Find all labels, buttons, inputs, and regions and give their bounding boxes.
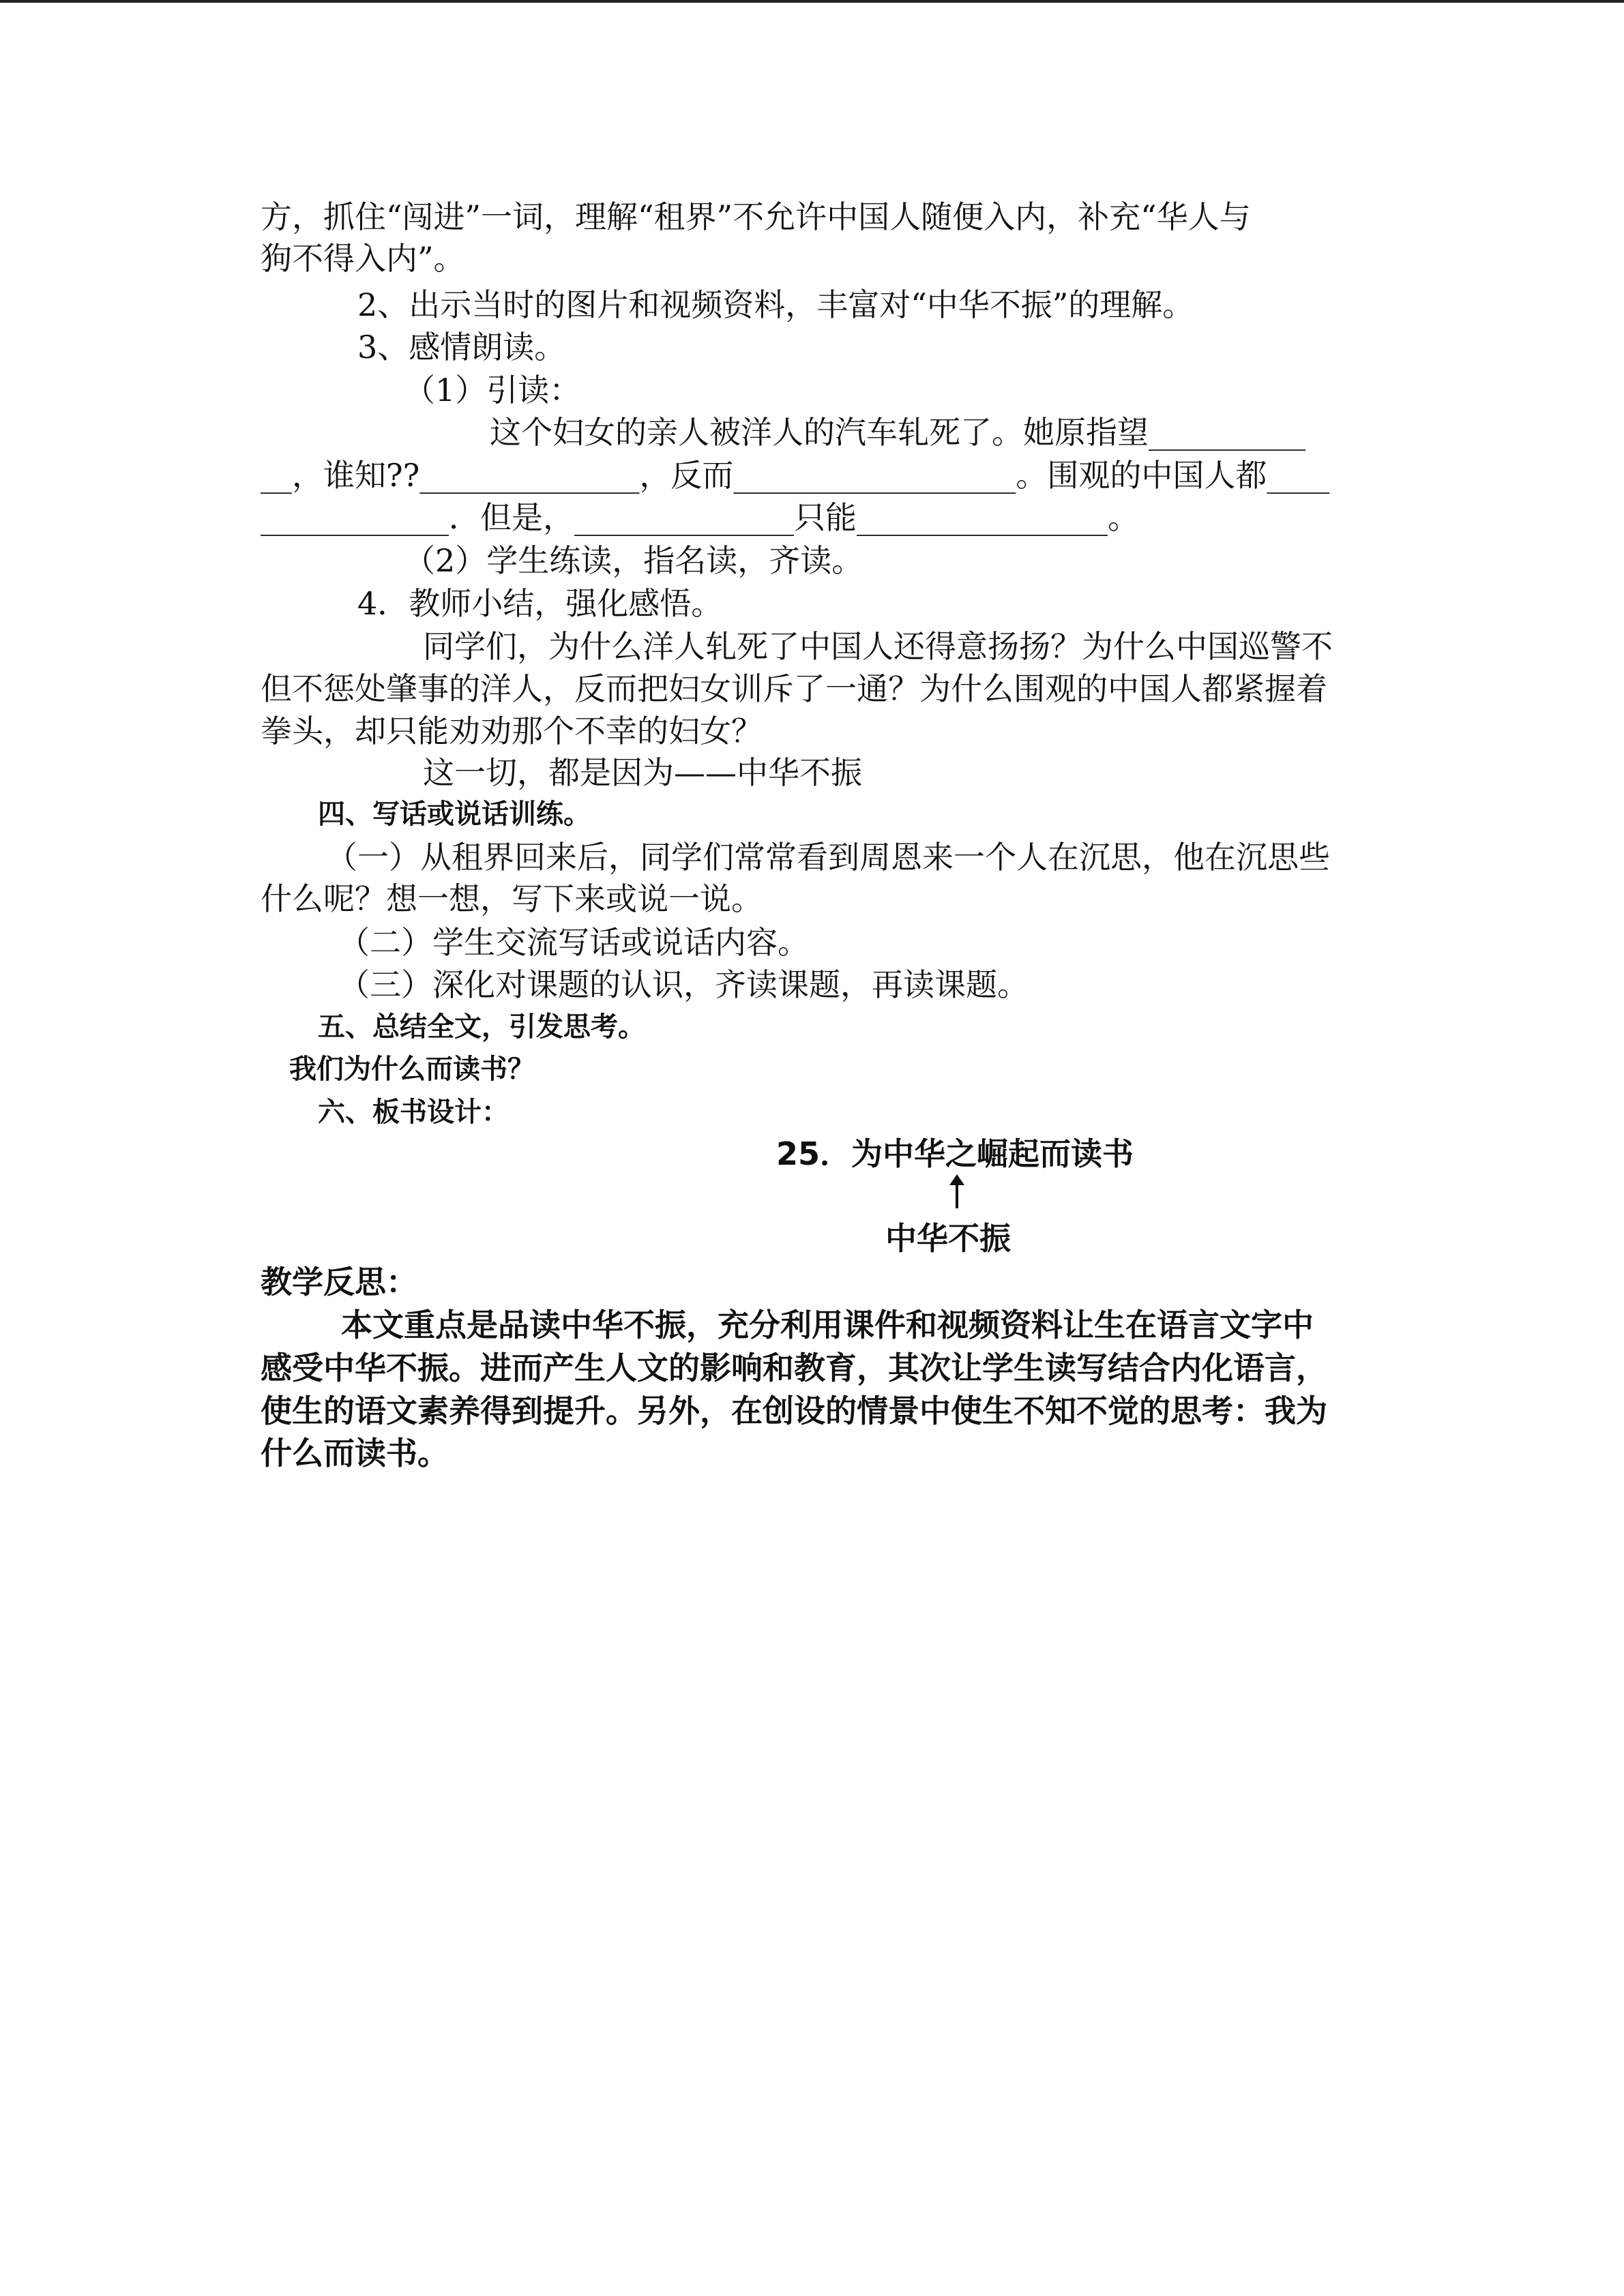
section-4-item-2: （二）学生交流写话或说话内容。 <box>338 924 809 961</box>
step-2-line: 2、出示当时的图片和视频资料，丰富对“中华不振”的理解。 <box>357 286 1194 323</box>
board-title: 25．为中华之崛起而读书 <box>776 1135 1134 1172</box>
fill-blank-line-1: 这个妇女的亲人被洋人的汽车轧死了。她原指望__________ <box>490 414 1305 451</box>
fill-blank-line-2: __，谁知??______________，反而__________________。围观的中国人都____ <box>261 457 1330 494</box>
section-6-heading: 六、板书设计： <box>318 1097 509 1128</box>
board-subtitle: 中华不振 <box>885 1220 1011 1257</box>
section-4-heading: 四、写话或说话训练。 <box>318 799 591 830</box>
summary-line-3: 拳头，却只能劝劝那个不幸的妇女？ <box>261 713 763 749</box>
reflection-line-3: 使生的语文素养得到提升。另外，在创设的情景中使生不知不觉的思考：我为 <box>261 1392 1327 1429</box>
up-arrow-icon <box>956 1178 958 1208</box>
reflection-line-2: 感受中华不振。进而产生人文的影响和教育，其次让学生读写结合内化语言， <box>261 1350 1327 1386</box>
reflection-heading: 教学反思： <box>261 1264 417 1300</box>
summary-line-2: 但不惩处肇事的洋人，反而把妇女训斥了一通？为什么围观的中国人都紧握着 <box>261 670 1327 707</box>
guided-reading-label: （1）引读： <box>404 372 581 408</box>
reflection-line-1: 本文重点是品读中华不振，充分利用课件和视频资料让生在语言文字中 <box>341 1307 1314 1343</box>
section-4-item-1b: 什么呢？想一想，写下来或说一说。 <box>261 880 763 917</box>
section-5-heading: 五、总结全文，引发思考。 <box>318 1011 645 1043</box>
fill-blank-line-3: ____________．但是，______________只能________________。 <box>261 499 1139 536</box>
summary-line-1: 同学们，为什么洋人轧死了中国人还得意扬扬？为什么中国巡警不 <box>423 628 1333 665</box>
body-line-1: 方，抓住“闯进”一词，理解“租界”不允许中国人随便入内，补充“华人与 <box>261 198 1251 235</box>
conclusion-line: 这一切，都是因为——中华不振 <box>423 754 862 791</box>
section-5-question: 我们为什么而读书？ <box>289 1054 535 1085</box>
step-3-line: 3、感情朗读。 <box>357 329 566 366</box>
section-4-item-1a: （一）从租界回来后，同学们常常看到周恩来一个人在沉思，他在沉思些 <box>326 839 1330 876</box>
reflection-line-4: 什么而读书。 <box>261 1435 449 1472</box>
page-top-border <box>0 0 1624 3</box>
step-4-line: 4．教师小结，强化感悟。 <box>357 585 723 622</box>
practice-reading-line: （2）学生练读，指名读，齐读。 <box>404 542 863 579</box>
section-4-item-3: （三）深化对课题的认识，齐读课题，再读课题。 <box>338 966 1029 1003</box>
body-line-2: 狗不得入内”。 <box>261 240 465 277</box>
